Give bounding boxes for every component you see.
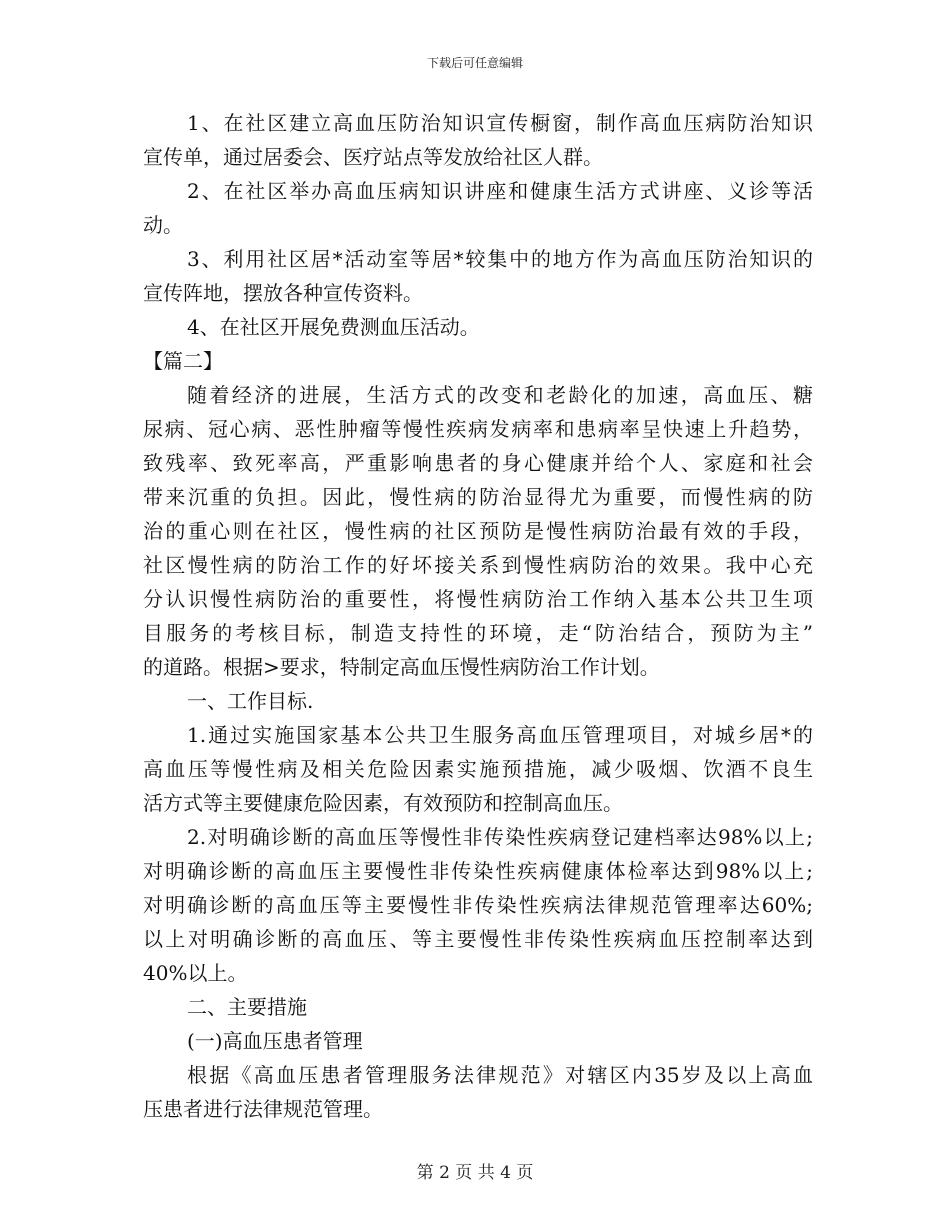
document-body (143, 106, 813, 1126)
text-line: 对明确诊断的高血压主要慢性非传染性疾病健康体检率达到98%以上; (143, 859, 813, 883)
text-line: 2.对明确诊断的高血压等慢性非传染性疾病登记建档率达98%以上; (187, 825, 813, 849)
text-line: 高血压等慢性病及相关危险因素实施预措施，减少吸烟、饮酒不良生 (143, 757, 813, 781)
text-line: 带来沉重的负担。因此，慢性病的防治显得尤为重要，而慢性病的防 (143, 485, 813, 509)
text-line: 目服务的考核目标，制造支持性的环境，走“防治结合，预防为主” (143, 621, 813, 645)
text-line: 二、主要措施 (187, 995, 307, 1019)
text-line: 随着经济的进展，生活方式的改变和老龄化的加速，高血压、糖 (187, 383, 813, 407)
text-line: 宣传阵地，摆放各种宣传资料。 (143, 281, 423, 305)
text-line: 压患者进行法律规范管理。 (143, 1097, 383, 1121)
text-line: 宣传单，通过居委会、医疗站点等发放给社区人群。 (143, 145, 603, 169)
text-line: 1.通过实施国家基本公共卫生服务高血压管理项目，对城乡居*的 (187, 723, 813, 747)
text-line: 4、在社区开展免费测血压活动。 (187, 315, 480, 339)
page-header: 下载后可任意编辑 (426, 56, 523, 70)
text-line: 40%以上。 (143, 961, 248, 985)
text-line: 根据《高血压患者管理服务法律规范》对辖区内35岁及以上高血 (187, 1063, 813, 1087)
text-line: 动。 (143, 213, 183, 237)
text-line: 社区慢性病的防治工作的好坏接关系到慢性病防治的效果。我中心充 (143, 553, 813, 577)
text-line: 1、在社区建立高血压防治知识宣传橱窗，制作高血压病防治知识 (187, 111, 813, 135)
text-line: 3、利用社区居*活动室等居*较集中的地方作为高血压防治知识的 (187, 247, 813, 271)
text-line: 2、在社区举办高血压病知识讲座和健康生活方式讲座、义诊等活 (187, 179, 813, 203)
text-line: 【篇二】 (143, 349, 223, 373)
text-line: 治的重心则在社区，慢性病的社区预防是慢性病防治最有效的手段， (143, 519, 813, 543)
text-line: 尿病、冠心病、恶性肿瘤等慢性疾病发病率和患病率呈快速上升趋势， (143, 417, 813, 441)
text-line: 的道路。根据>要求，特制定高血压慢性病防治工作计划。 (143, 655, 660, 679)
text-line: 活方式等主要健康危险因素，有效预防和控制高血压。 (143, 791, 623, 815)
text-line: 分认识慢性病防治的重要性，将慢性病防治工作纳入基本公共卫生项 (143, 587, 813, 611)
page-footer: 第 2 页 共 4 页 (416, 1163, 534, 1183)
text-line: 一、工作目标. (187, 689, 314, 713)
text-line: 以上对明确诊断的高血压、等主要慢性非传染性疾病血压控制率达到 (143, 927, 813, 951)
text-line: (一)高血压患者管理 (187, 1029, 363, 1053)
text-line: 致残率、致死率高，严重影响患者的身心健康并给个人、家庭和社会 (143, 451, 813, 475)
text-line: 对明确诊断的高血压等主要慢性非传染性疾病法律规范管理率达60%; (143, 893, 813, 917)
